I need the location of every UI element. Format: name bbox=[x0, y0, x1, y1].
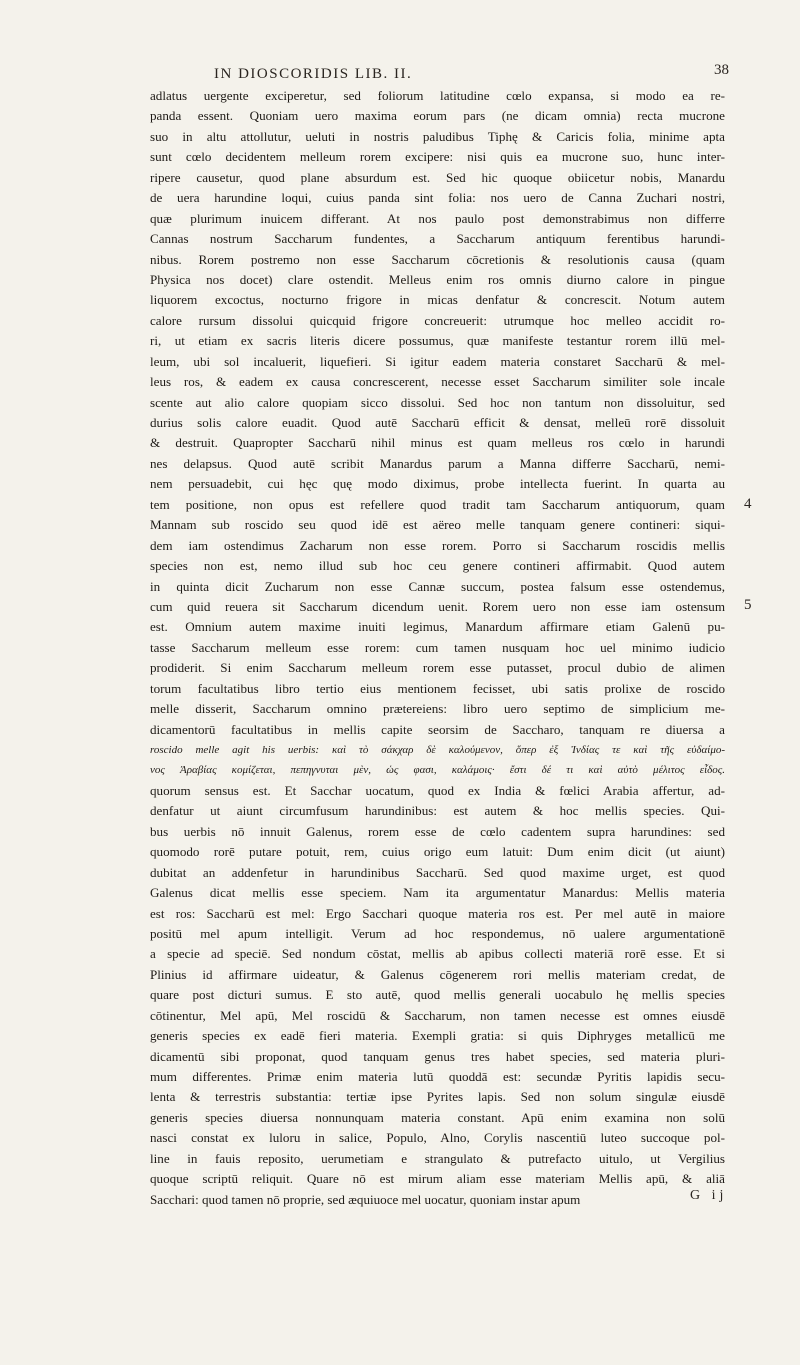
text-line: scente aut alio calore quopiam sicco dissolui. Sed hoc non tantum non dissoluitur, sed bbox=[150, 394, 725, 410]
text-line: est ros: Saccharū est mel: Ergo Sacchari quoque materia ros est. Per mel autē in maiore bbox=[150, 905, 725, 921]
text-line: liquorem excoctus, nocturno frigore in micas denfatur & concrescit. Notum autem bbox=[150, 292, 725, 308]
text-line: torum facultatibus libro tertio eius mentionem fecisset, ubi satis prolixe de roscido bbox=[150, 680, 725, 696]
text-line: quare post dicturi sumus. E sto autē, quod mellis generali uocabulo hę mellis species bbox=[150, 987, 725, 1003]
text-line: panda essent. Quoniam uero maxima eorum pars (ne dicam omnia) recta mucrone bbox=[150, 108, 725, 124]
text-line: Sacchari: quod tamen nō proprie, sed æquiuoce mel uocatur, quoniam instar apum bbox=[150, 1191, 581, 1207]
text-line: lenta & terrestris substantia: tertiæ ipse Pyrites lapis. Sed non solum singulæ eiusdē bbox=[150, 1089, 725, 1105]
text-line: a specie ad speciē. Sed nondum cōstat, mellis ab apibus collecti materiā rorē esse. Et si bbox=[150, 946, 725, 962]
body-text bbox=[150, 86, 728, 1210]
text-line: suo in altu attollutur, ueluti in nostris paludibus Tiphę & Caricis folia, minime apta bbox=[150, 128, 725, 144]
text-line: Mannam sub roscido seu quod idē est aëreo melle tanquam genere contineri: siqui- bbox=[150, 517, 725, 533]
text-line: nasci constat ex luloru in salice, Populo, Alno, Corylis nascentiū luteo succoque pol- bbox=[150, 1130, 725, 1146]
text-line: de uera harundine loqui, cuius panda sint folia: nos uero de Canna Zuchari nostri, bbox=[150, 190, 725, 206]
text-line: generis species diuersa nonnunquam materia constant. Apū enim examina non solū bbox=[150, 1109, 725, 1125]
text-line: Plinius id affirmare uideatur, & Galenus cōgenerem rori mellis materiam credat, de bbox=[150, 966, 725, 982]
text-line: ri, ut etiam ex sacris literis dicere possumus, quæ manifeste testantur rorem illū mel- bbox=[150, 333, 725, 349]
margin-note-5: 5 bbox=[744, 597, 752, 613]
text-line: denfatur ut aiunt circumfusum harundinibus: est autem & hoc mellis species. Qui- bbox=[150, 803, 725, 819]
text-line: quorum sensus est. Et Sacchar uocatum, quod ex India & fœlici Arabia affertur, ad- bbox=[150, 782, 725, 798]
margin-note-4: 4 bbox=[744, 496, 752, 512]
text-line: dubitat an addenfetur in harundinibus Saccharū. Sed quod maxime urget, est quod bbox=[150, 864, 725, 880]
text-line: quoque scriptū reliquit. Quare nō est mirum aliam esse materiam Mellis apū, & aliā bbox=[150, 1171, 725, 1187]
text-line: leus ros, & eadem ex causa concrescerent, necesse esset Saccharum similiter sole incale bbox=[150, 374, 725, 390]
text-line: & destruit. Quapropter Saccharū nihil minus est quam melleus ros cœlo in harundi bbox=[150, 435, 725, 451]
text-line: in quinta dicit Zucharum non esse Cannæ succum, postea falsum esse ostendemus, bbox=[150, 578, 725, 594]
text-line: durius solis calore euadit. Quod autē Saccharū efficit & densat, melleū rorē dissoluit bbox=[150, 415, 725, 430]
text-line: νος Ἀραβίας κομίζεται, πεπηγνυται μὲν, ὡς φασι, καλάμοις· ἔστι δέ τι καὶ αὐτὸ μέλιτος εἶδος. bbox=[150, 764, 725, 777]
text-line: cum quid reuera sit Saccharum dicendum uenit. Rorem uero non esse iam ostensum bbox=[150, 598, 725, 614]
running-head: IN DIOSCORIDIS LIB. II. bbox=[214, 66, 413, 82]
text-line: bus uerbis nō innuit Galenus, rorem esse de cœlo cadentem supra harundines: sed bbox=[150, 823, 725, 839]
text-line: quomodo rorē putare potuit, rem, cuius origo eum latuit: Dum enim dicit (ut aiunt) bbox=[150, 844, 725, 860]
text-line: cōtinentur, Mel apū, Mel roscidū & Saccharum, non tamen necesse est omnes eiusdē bbox=[150, 1007, 725, 1023]
text-line: ripere causetur, quod plane absurdum est. Sed hic quoque obiicetur nobis, Manardu bbox=[150, 169, 725, 185]
text-line: dicamentorū facultatibus in mellis capite seorsim de Saccharo, tanquam re diuersa a bbox=[150, 721, 725, 737]
text-line: melle disserit, Saccharum omnino prætereiens: libro uero septimo de simplicium me- bbox=[150, 701, 725, 717]
text-line: calore rursum dissolui quicquid frigore concreuerit: utrumque hoc melleo accidit ro- bbox=[150, 312, 725, 328]
text-line: est. Omnium autem maxime inuiti legimus, Manardum affirmare etiam Galenū pu- bbox=[150, 619, 725, 635]
text-line: nibus. Rorem postremo non esse Saccharum cōcretionis & resolutionis causa (quam bbox=[150, 251, 725, 267]
text-line: nes delapsus. Quod autē scribit Manardus parum a Manna differre Saccharū, nemi- bbox=[150, 455, 725, 471]
text-line: line in fauis reposito, uerumetiam e strangulato & putrefacto uitulo, ut Vergilius bbox=[150, 1150, 725, 1166]
folio-number: 38 bbox=[714, 62, 729, 78]
text-line: tasse Saccharum melleum esse rorem: cum tamen nusquam hoc uel minimo iudicio bbox=[150, 639, 725, 655]
text-line: adlatus uergente exciperetur, sed foliorum latitudine cœlo expansa, si modo ea re- bbox=[150, 88, 725, 103]
signature-mark: G ij bbox=[690, 1188, 728, 1203]
text-line: sunt cœlo decidentem melleum rorem excipere: nisi quis ea mucrone suo, hunc inter- bbox=[150, 149, 725, 165]
text-line: Galenus dicat mellis esse speciem. Nam ita argumentatur Manardus: Mellis materia bbox=[150, 885, 725, 901]
text-line: leum, ubi sol incaluerit, liquefieri. Si igitur eadem materia constaret Saccharū & mel- bbox=[150, 353, 725, 369]
text-line: prodiderit. Si enim Saccharum melleum rorem esse putasset, procul dubio de alimen bbox=[150, 660, 725, 676]
text-line: dicamentū sibi proponat, quod tanquam genus tres habet species, sed materia pluri- bbox=[150, 1048, 725, 1064]
text-line: Cannas nostrum Saccharum fundentes, a Saccharum antiquum ferentibus harundi- bbox=[150, 231, 725, 247]
text-line: tem positione, non opus est refellere quod tradit tam Saccharum antiquorum, quam bbox=[150, 496, 725, 512]
text-line: nem persuadebit, cui hęc quę modo diximus, probe intellecta fuerint. In quarta au bbox=[150, 476, 725, 492]
text-line: quæ plurimum inuicem differant. At nos paulo post demonstrabimus non differre bbox=[150, 210, 725, 226]
text-line: positū mel apum intelligit. Verum ad hoc respondemus, nō ualere argumentationē bbox=[150, 925, 725, 941]
text-line: generis species ex eadē fieri materia. Exempli gratia: si quis Diphryges metallicū me bbox=[150, 1028, 725, 1044]
text-line: species non est, nemo illud sub hoc ceu genere contineri affirmabit. Quod autem bbox=[150, 558, 725, 574]
text-line: roscido melle agit his uerbis: καὶ τὸ σάκχαρ δὲ καλούμενον, ὅπερ ἐξ Ἰνδίας τε καὶ τῆς εὐδαίμο- bbox=[150, 744, 725, 756]
text-line: mum differentes. Primæ enim materia lutū quoddā est: secundæ Pyritis lapidis secu- bbox=[150, 1069, 725, 1084]
text-line: dem iam ostendimus Zacharum non esse rorem. Porro si Saccharum roscidis mellis bbox=[150, 537, 725, 553]
text-line: Physica nos docet) clare ostendit. Melleus enim ros omnis diurno calore in pingue bbox=[150, 271, 725, 287]
